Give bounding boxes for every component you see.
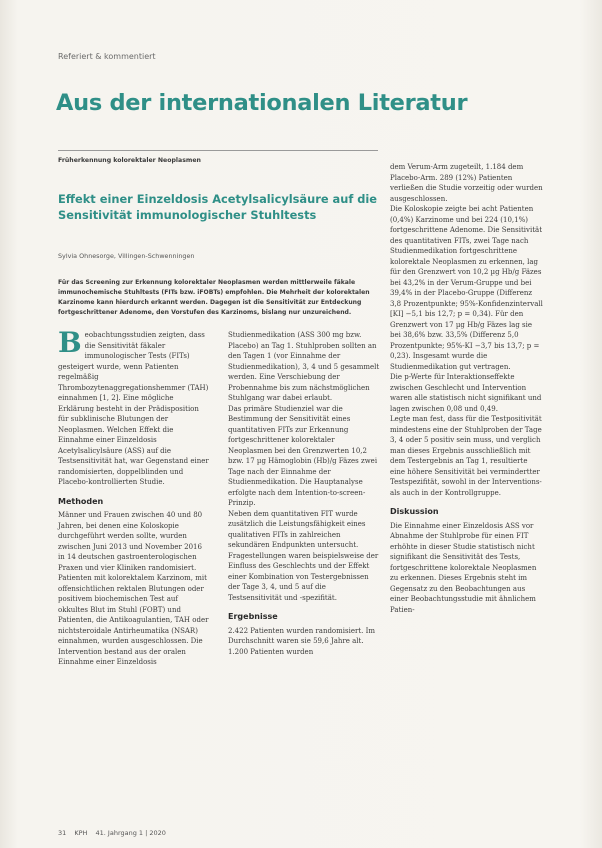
column-3 [390,162,544,615]
journal-name: KPH [74,829,88,837]
page-number: 31 [58,829,67,837]
paragraph: Die Koloskopie zeigte bei acht Patienten (0,4%) Karzinome und bei 224 (10,1%) fortgeschrittene Adenome. Die Sensitivität des quantitativen FITs, zwei Tage nach Studienmedikation fortgeschrittene kolorektale Neoplasmen zu erkennen, lag für den Grenzwert von 10,2 µg Hb/g Fäzes bei 43,2% in der Verum-Gruppe und bei 39,4% in der Placebo-Gruppe (Differenz 3,8 Prozentpunkte; 95%-Konfidenzintervall [KI] −5,1 bis 12,7; p = 0,34). Für den Grenzwert von 17 µg Hb/g Fäzes lag sie bei 38,6% bzw. 33,5% (Differenz 5,0 Prozentpunkte; 95%-KI −3,7 bis 13,7; p = 0,23). Insgesamt wurde die Studienmedikation gut vertragen. [390,205,543,371]
paragraph: Neben dem quantitativen FIT wurde zusätzlich die Leistungsfähigkeit eines qualitativen FITs in zahlreichen sekundären Endpunkten untersucht. Fragestellungen waren beispielsweise der Einfluss des Geschlechts und der Effekt einer Kombination von Testergebnissen der Tage 3, 4, und 5 auf die Testsensitivität und -spezifität. [228,509,379,602]
paragraph: dem Verum-Arm zugeteilt, 1.184 dem Placebo-Arm. 289 (12%) Patienten verließen die Studie vorzeitig oder wurden ausgeschlossen. [390,163,543,203]
article-authors: Sylvia Ohnesorge, Villingen-Schwenningen [58,252,195,260]
article-abstract: Für das Screening zur Erkennung kolorektaler Neoplasmen werden mittlerweile fäkale immunochemische Stuhltests (FITs bzw. iFOBTs) empfohlen. Die Mehrheit der kolorektalen Karzinome kann hierdurch erkannt werden. Dagegen ist die Sensitivität zur Entdeckung fortgeschrittener Adenome, den Vorstufen des Karzinoms, bislang nur unzureichend. [58,279,370,316]
discussion-text: Die Einnahme einer Einzeldosis ASS vor Abnahme der Stuhlprobe für einen FIT erhöhte in dieser Studie statistisch nicht signifikant die Sensitivität des Tests, fortgeschrittene kolorektale Neoplasmen zu erkennen. Dieses Ergebnis steht im Gegensatz zu den Beobachtungen aus einer Beobachtungsstudie mit ähnlichem Patien- [390,521,537,614]
intro-paragraph [58,326,210,488]
paragraph: Legte man fest, dass für die Testpositivität mindestens eine der Stuhlproben der Tage 3, 4 oder 5 positiv sein muss, und verglich man dieses Ergebnis ausschließlich mit dem Testergebnis an Tag 1, resultierte eine höhere Sensitivität bei vermindertter Testspezifität, sowohl in der Interventions- als auch in der Kontrollgruppe. [390,415,542,497]
page-title: Aus der internationalen Literatur [56,90,468,116]
divider [58,150,378,151]
article-kicker: Früherkennung kolorektaler Neoplasmen [58,157,201,164]
discussion-heading: Diskussion [390,507,439,516]
page-footer [58,829,172,837]
section-rubric: Referiert & kommentiert [58,52,156,61]
methods-heading: Methoden [58,496,104,506]
column-1 [58,326,210,668]
journal-issue: 41. Jahrgang 1 | 2020 [95,829,166,837]
paragraph: Studienmedikation (ASS 300 mg bzw. Placebo) an Tag 1. Stuhlproben sollten an den Tagen 1 (vor Einnahme der Studienmedikation), 3, 4 und 5 gesammelt werden. Eine Verschiebung der Probennahme bis zum nächstmöglichen Stuhlgang war dabei erlaubt. [228,331,380,402]
dropcap: B [58,326,82,359]
methods-text: Männer und Frauen zwischen 40 und 80 Jahren, bei denen eine Koloskopie durchgeführt werden sollte, wurden zwischen Juni 2013 und November 2016 in 14 deutschen gastroenterologischen Praxen und vier Kliniken randomisiert. Patienten mit kolorektalem Karzinom, mit offensichtlichen rektalen Blutungen oder positivem biochemischen Test auf okkultes Blut im Stuhl (FOBT) und Patienten, die Antikoagulantien, TAH oder nichtsteroidale Antirheumatika (NSAR) einnahmen, wurden ausgeschlossen. Die Intervention bestand aus der oralen Einnahme einer Einzeldosis [58,511,209,666]
paragraph: Die p-Werte für Interaktionseffekte zwischen Geschlecht und Intervention waren alle statistisch nicht signifikant und lagen zwischen 0,08 und 0,49. [390,373,542,413]
column-2 [228,330,380,657]
results-heading: Ergebnisse [228,612,278,621]
results-text: 2.422 Patienten wurden randomisiert. Im Durchschnitt waren sie 59,6 Jahre alt. 1.200 Patienten wurden [228,626,376,656]
article-title: Effekt einer Einzeldosis Acetylsalicylsäure auf die Sensitivität immunologischer Stuhltests [58,192,378,222]
intro-text: eobachtungsstudien zeigten, dass die Sensitivität fäkaler immunologischer Tests (FITs) gesteigert wurde, wenn Patienten regelmäßig Thrombozytenaggregationshemmer (TAH) einnahmen [1, 2]. Eine mögliche Erklärung besteht in der Prädisposition für subklinische Blutungen der Neoplasmen. Welchen Effekt die Einnahme einer Einzeldosis Acetylsalicylsäure (ASS) auf die Testsensitivität hat, war Gegenstand einer randomisierten, doppelblinden und Placebo-kontrollierten Studie. [58,331,209,486]
paragraph: Das primäre Studienziel war die Bestimmung der Sensitivität eines quantitativen FITs zur Erkennung fortgeschrittener kolorektaler Neoplasmen bei den Grenzwerten 10,2 bzw. 17 µg Hämoglobin (Hb)/g Fäzes zwei Tage nach der Einnahme der Studienmedikation. Die Hauptanalyse erfolgte nach dem Intention-to-screen-Prinzip. [228,404,378,507]
